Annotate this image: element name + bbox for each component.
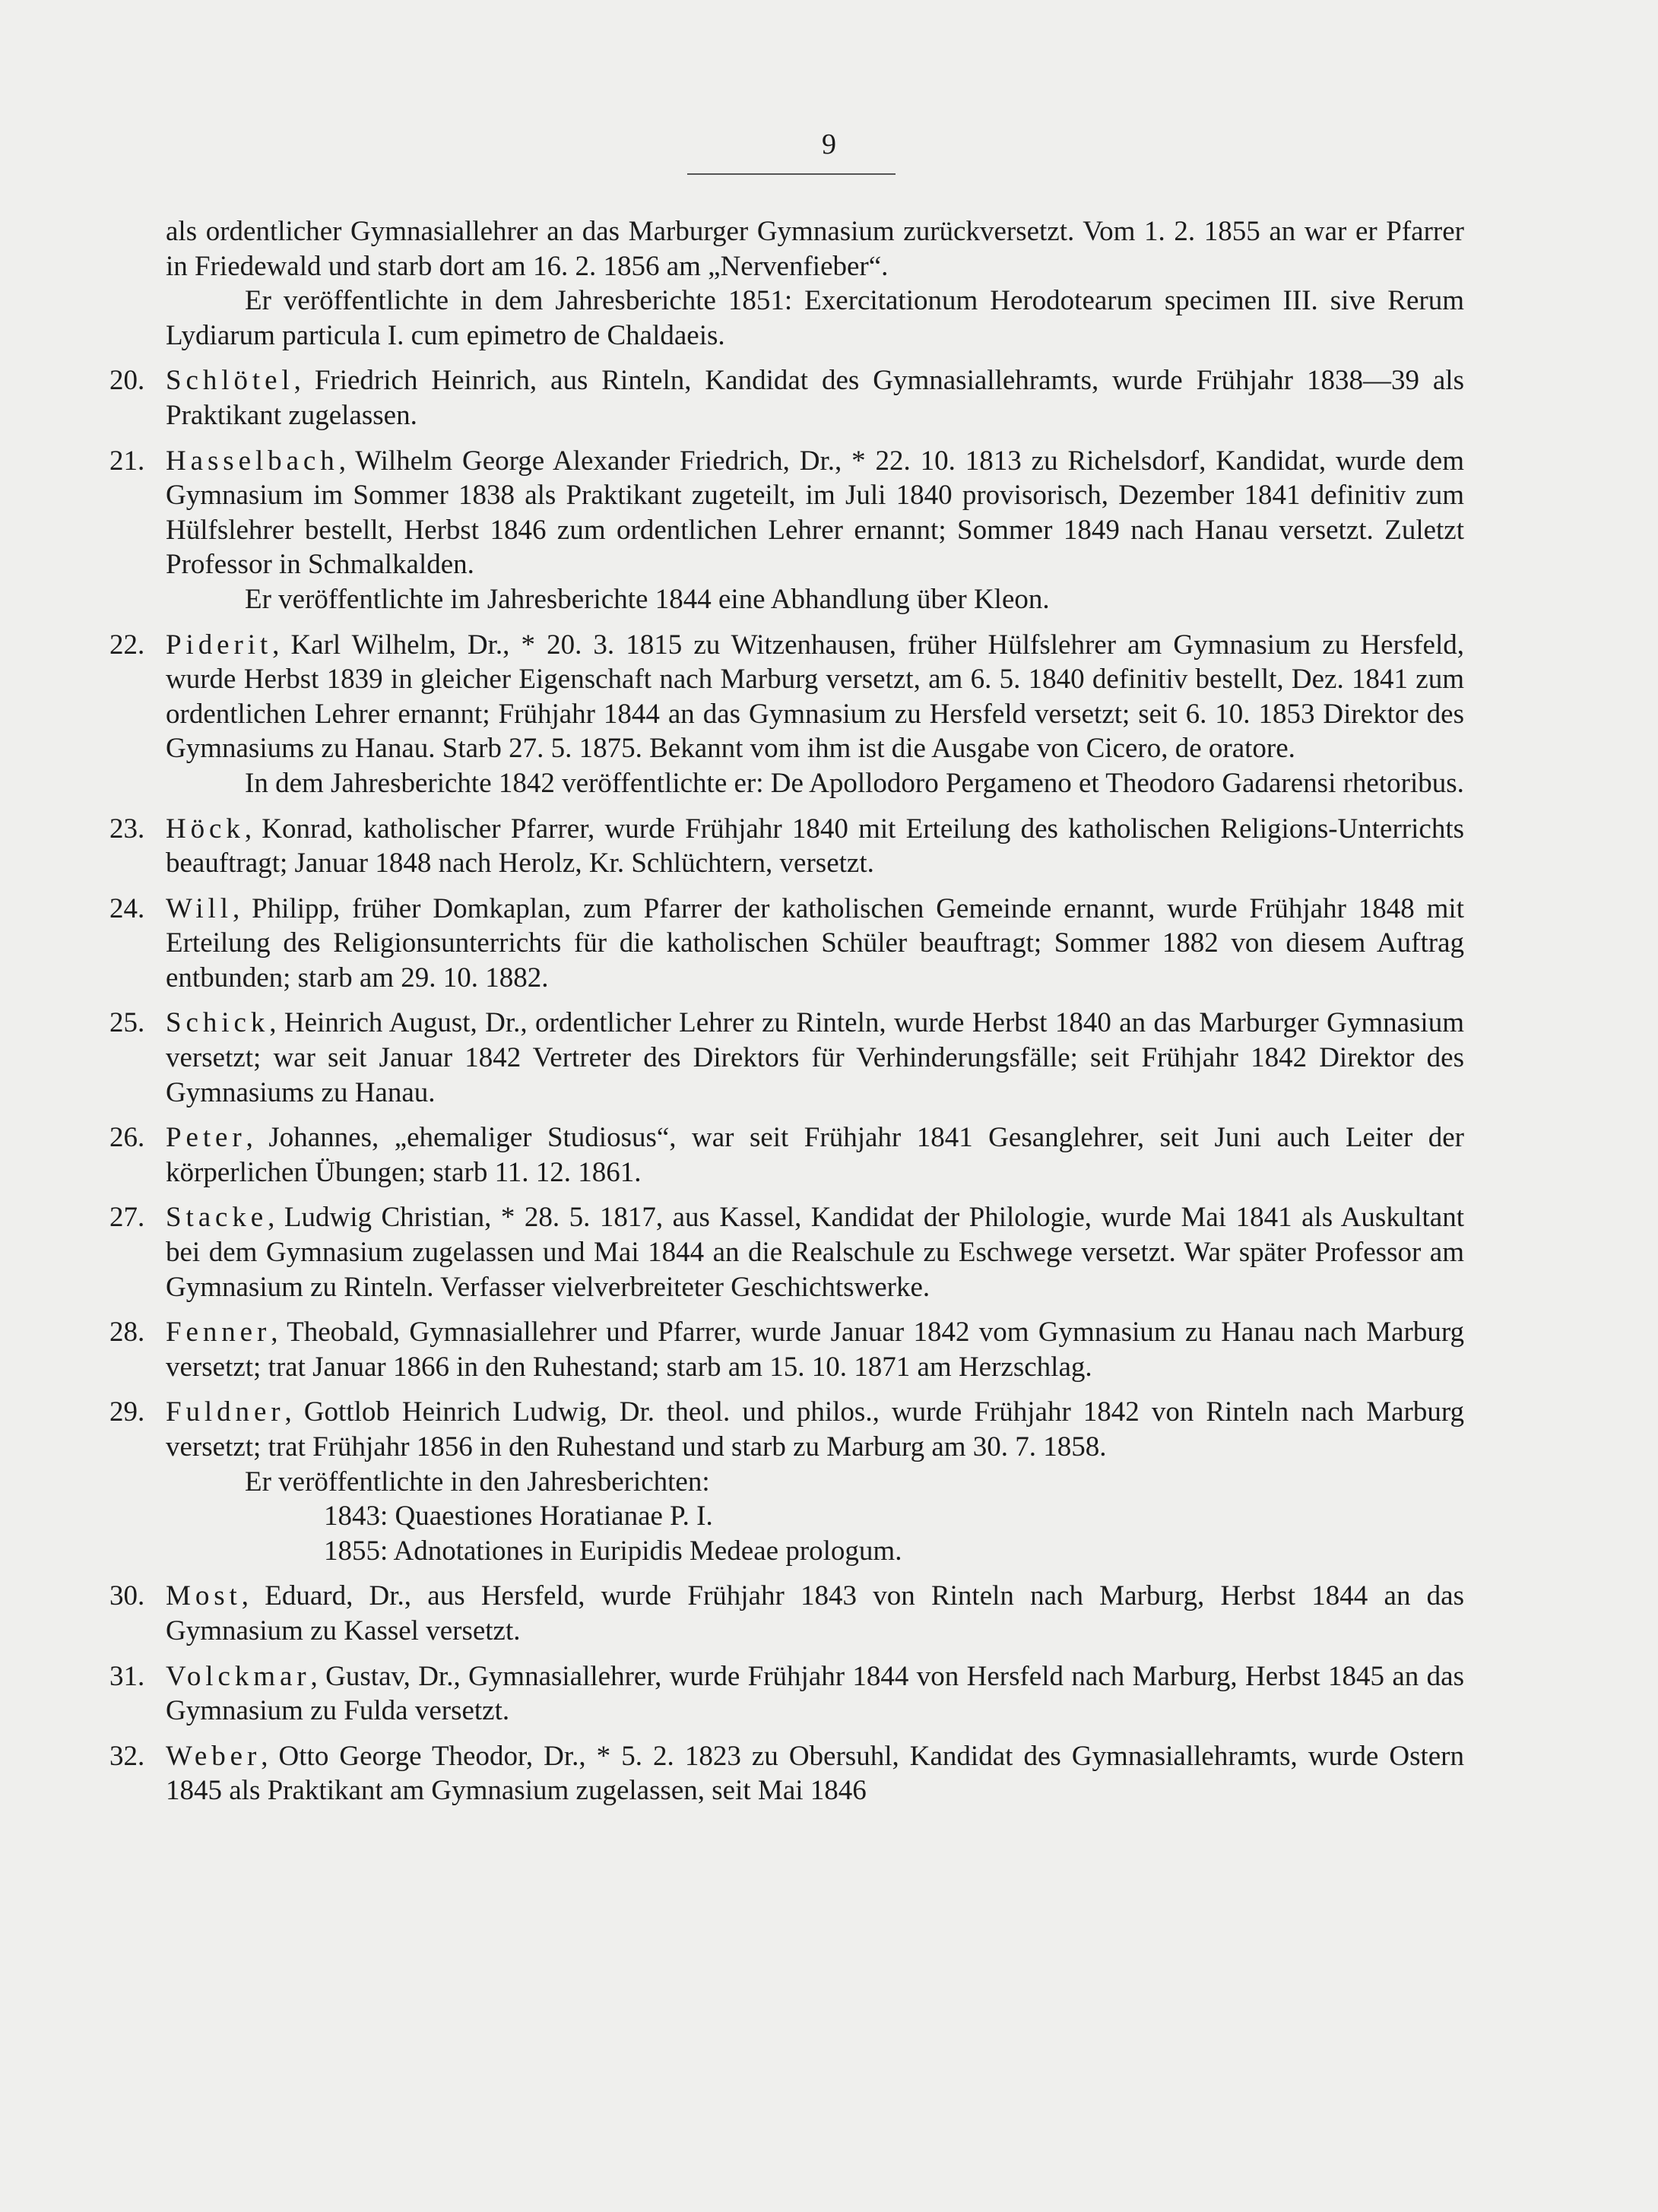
entry-30 xyxy=(109,1579,1464,1648)
entry-name: Stacke xyxy=(166,1202,268,1234)
intro-note: Er veröffentlichte in dem Jahresberichte 1851: Exercitationum Herodotearum specimen III. sive Rerum Lydiarum particula I. cum epimetro de Chaldaeis. xyxy=(166,285,1464,351)
entry-name: Volckmar xyxy=(166,1660,311,1692)
entry-note: Er veröffentlichte in den Jahresberichten: xyxy=(245,1466,710,1497)
publication-1855: 1855: Adnotationes in Euripidis Medeae prologum. xyxy=(324,1535,902,1567)
entry-text: , Friedrich Heinrich, aus Rinteln, Kandidat des Gymnasiallehramts, wurde Frühjahr 1838—39 als Praktikant zugelassen. xyxy=(166,365,1464,431)
entry-text: , Ludwig Christian, * 28. 5. 1817, aus Kassel, Kandidat der Philologie, wurde Mai 1841 als Auskultant bei dem Gymnasium zugelassen und Mai 1844 an die Realschule zu Eschwege versetzt. War später Professor am Gymnasium zu Rinteln. Verfasser vielverbreiteter Geschichtswerke. xyxy=(166,1202,1464,1303)
entry-number: 26. xyxy=(109,1122,145,1154)
entry-number: 24. xyxy=(109,892,145,924)
entry-number: 27. xyxy=(109,1202,145,1234)
intro-paragraph: als ordentlicher Gymnasiallehrer an das Marburger Gymnasium zurückversetzt. Vom 1. 2. 1855 an war er Pfarrer in Friedewald und starb dort am 16. 2. 1856 am „Nervenfieber“. xyxy=(166,216,1464,282)
entry-number: 32. xyxy=(109,1740,145,1772)
entry-number: 31. xyxy=(109,1660,145,1692)
entry-25 xyxy=(109,1006,1464,1110)
entry-text: , Gustav, Dr., Gymnasiallehrer, wurde Frühjahr 1844 von Hersfeld nach Marburg, Herbst 1845 an das Gymnasium zu Fulda versetzt. xyxy=(166,1660,1464,1727)
entry-name: Höck xyxy=(166,813,245,845)
entry-note: Er veröffentlichte im Jahresberichte 1844 eine Abhandlung über Kleon. xyxy=(245,583,1050,615)
entry-number: 29. xyxy=(109,1396,145,1428)
entry-name: Weber xyxy=(166,1740,262,1772)
entry-text: , Philipp, früher Domkaplan, zum Pfarrer der katholischen Gemeinde ernannt, wurde Frühjahr 1848 mit Erteilung des Religionsunterrichts für die katholischen Schüler beauftragt; Sommer 1882 von diesem Auftrag entbunden; starb am 29. 10. 1882. xyxy=(166,892,1464,993)
publication-1843: 1843: Quaestiones Horatianae P. I. xyxy=(324,1501,713,1532)
entry-text: , Gottlob Heinrich Ludwig, Dr. theol. und philos., wurde Frühjahr 1842 von Rinteln nach Marburg versetzt; trat Frühjahr 1856 in den Ruhestand und starb zu Marburg am 30. 7. 1858. xyxy=(166,1396,1464,1463)
entry-number: 21. xyxy=(109,445,145,477)
entry-note: In dem Jahresberichte 1842 veröffentlichte er: De Apollodoro Pergameno et Theodoro Gadarensi rhetoribus. xyxy=(245,767,1464,799)
entry-name: Hasselbach xyxy=(166,445,339,477)
entry-number: 28. xyxy=(109,1317,145,1348)
entry-name: Schlötel xyxy=(166,365,294,397)
page-number: 9 xyxy=(822,128,836,160)
entry-text: , Konrad, katholischer Pfarrer, wurde Frühjahr 1840 mit Erteilung des katholischen Religions-Unterrichts beauftragt; Januar 1848 nach Herolz, Kr. Schlüchtern, versetzt. xyxy=(166,813,1464,879)
entry-number: 25. xyxy=(109,1007,145,1039)
page-content xyxy=(109,214,1464,1808)
entry-20 xyxy=(109,363,1464,433)
entry-text: , Theobald, Gymnasiallehrer und Pfarrer, wurde Januar 1842 vom Gymnasium zu Hanau nach Marburg versetzt; trat Januar 1866 in den Ruhestand; starb am 15. 10. 1871 am Herzschlag. xyxy=(166,1317,1464,1383)
entry-text: , Heinrich August, Dr., ordentlicher Lehrer zu Rinteln, wurde Herbst 1840 an das Marburger Gymnasium versetzt; war seit Januar 1842 Vertreter des Direktors für Verhinderungsfälle; seit Frühjahr 1842 Direktor des Gymnasiums zu Hanau. xyxy=(166,1007,1464,1108)
entry-name: Piderit xyxy=(166,629,273,661)
header-rule xyxy=(687,173,896,175)
entry-24 xyxy=(109,892,1464,996)
entry-text: , Wilhelm George Alexander Friedrich, Dr., * 22. 10. 1813 zu Richelsdorf, Kandidat, wurde dem Gymnasium im Sommer 1838 als Praktikant zugeteilt, im Juli 1840 provisorisch, Dezember 1841 definitiv zum Hülfslehrer bestellt, Herbst 1846 zum ordentlichen Lehrer ernannt; Sommer 1849 nach Hanau versetzt. Zuletzt Professor in Schmalkalden. xyxy=(166,445,1464,581)
entry-31 xyxy=(109,1659,1464,1729)
entry-22 xyxy=(109,628,1464,801)
entry-21 xyxy=(109,444,1464,617)
entry-text: , Karl Wilhelm, Dr., * 20. 3. 1815 zu Witzenhausen, früher Hülfslehrer am Gymnasium zu Hersfeld, wurde Herbst 1839 in gleicher Eigenschaft nach Marburg versetzt, am 6. 5. 1840 definitiv bestellt, Dez. 1841 zum ordentlichen Lehrer ernannt; Frühjahr 1844 an das Gymnasium zu Hersfeld versetzt; seit 6. 10. 1853 Direktor des Gymnasiums zu Hanau. Starb 27. 5. 1875. Bekannt vom ihm ist die Ausgabe von Cicero, de oratore. xyxy=(166,629,1464,765)
entry-28 xyxy=(109,1315,1464,1384)
entry-name: Most xyxy=(166,1580,242,1612)
entry-name: Schick xyxy=(166,1007,270,1039)
entry-text: , Otto George Theodor, Dr., * 5. 2. 1823 zu Obersuhl, Kandidat des Gymnasiallehramts, wurde Ostern 1845 als Praktikant am Gymnasium zugelassen, seit Mai 1846 xyxy=(166,1740,1464,1807)
entry-number: 30. xyxy=(109,1580,145,1612)
entry-name: Peter xyxy=(166,1122,246,1154)
entry-name: Fuldner xyxy=(166,1396,285,1428)
entry-name: Fenner xyxy=(166,1317,271,1348)
entry-number: 23. xyxy=(109,813,145,845)
entry-name: Will xyxy=(166,892,233,924)
entry-26 xyxy=(109,1120,1464,1190)
entry-29 xyxy=(109,1395,1464,1568)
entry-27 xyxy=(109,1200,1464,1304)
entry-text: , Eduard, Dr., aus Hersfeld, wurde Frühjahr 1843 von Rinteln nach Marburg, Herbst 1844 an das Gymnasium zu Kassel versetzt. xyxy=(166,1580,1464,1646)
entry-text: , Johannes, „ehemaliger Studiosus“, war seit Frühjahr 1841 Gesanglehrer, seit Juni auch Leiter der körperlichen Übungen; starb 11. 12. 1861. xyxy=(166,1122,1464,1188)
entry-32 xyxy=(109,1739,1464,1808)
entry-23 xyxy=(109,812,1464,881)
entry-number: 22. xyxy=(109,629,145,661)
entry-number: 20. xyxy=(109,365,145,397)
